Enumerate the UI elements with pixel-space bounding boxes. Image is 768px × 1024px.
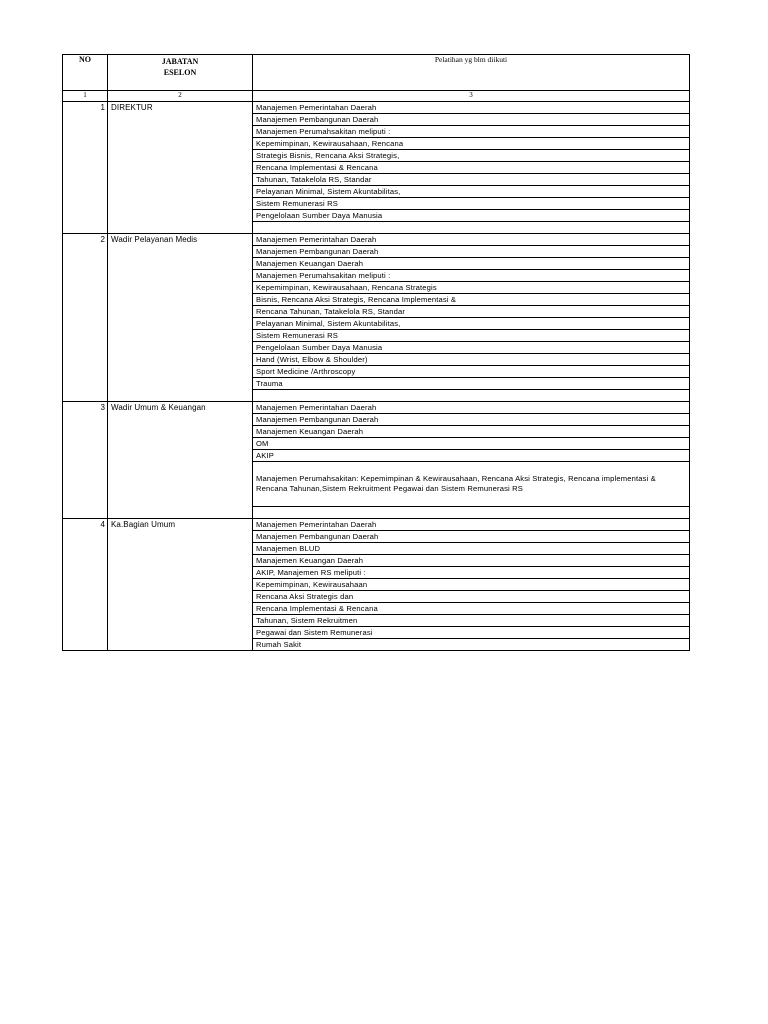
pelatihan-item: Manajemen Pemerintahan Daerah: [253, 519, 689, 531]
training-table: [62, 54, 690, 651]
pelatihan-item: Pelayanan Minimal, Sistem Akuntabilitas,: [253, 318, 689, 330]
column-number-1: 1: [63, 91, 108, 102]
pelatihan-item: Manajemen Pembangunan Daerah: [253, 414, 689, 426]
row-jabatan: Wadir Umum & Keuangan: [108, 402, 253, 519]
training-table-sheet: [62, 54, 690, 651]
pelatihan-item: Sport Medicine /Arthroscopy: [253, 366, 689, 378]
pelatihan-item: Pelayanan Minimal, Sistem Akuntabilitas,: [253, 186, 689, 198]
header-jabatan-line2: ESELON: [163, 68, 197, 77]
row-pelatihan-list: [253, 234, 690, 402]
pelatihan-item: AKIP: [253, 450, 689, 462]
pelatihan-item: Pegawai dan Sistem Remunerasi: [253, 627, 689, 639]
pelatihan-item: Sistem Remunerasi RS: [253, 330, 689, 342]
row-jabatan: Wadir Pelayanan Medis: [108, 234, 253, 402]
table-header-row: [63, 55, 690, 91]
pelatihan-item-text: Manajemen Perumahsakitan: Kepemimpinan & Kewirausahaan, Rencana Aksi Strategis, Rencana implementasi & Rencana Tahunan,Sistem Rekruitment Pegawai dan Sistem Remunerasi RS: [256, 474, 656, 493]
row-number: 3: [63, 402, 108, 519]
header-jabatan: [108, 55, 253, 91]
pelatihan-item: Kepemimpinan, Kewirausahaan, Rencana: [253, 138, 689, 150]
row-number: 1: [63, 102, 108, 234]
table-row: [63, 519, 690, 651]
pelatihan-item: [253, 390, 689, 401]
pelatihan-item: Strategis Bisnis, Rencana Aksi Strategis,: [253, 150, 689, 162]
pelatihan-item: Manajemen Perumahsakitan meliputi :: [253, 126, 689, 138]
header-jabatan-line1: JABATAN: [161, 57, 199, 66]
pelatihan-item: Manajemen BLUD: [253, 543, 689, 555]
pelatihan-item: Manajemen Pemerintahan Daerah: [253, 102, 689, 114]
pelatihan-item: [253, 507, 689, 518]
column-number-2: 2: [108, 91, 253, 102]
pelatihan-item: Kepemimpinan, Kewirausahaan: [253, 579, 689, 591]
table-row: [63, 402, 690, 519]
header-no: NO: [63, 55, 108, 91]
header-pelatihan: Pelatihan yg blm diikuti: [253, 55, 690, 91]
pelatihan-item: Tahunan, Tatakelola RS, Standar: [253, 174, 689, 186]
pelatihan-item: Manajemen Perumahsakitan meliputi :: [253, 270, 689, 282]
pelatihan-item: Manajemen Pembangunan Daerah: [253, 114, 689, 126]
pelatihan-item: Rumah Sakit: [256, 640, 302, 649]
pelatihan-item: Manajemen Pemerintahan Daerah: [253, 234, 689, 246]
column-number-3: 3: [253, 91, 690, 102]
pelatihan-item: Bisnis, Rencana Aksi Strategis, Rencana Implementasi &: [253, 294, 689, 306]
pelatihan-item: Rencana Implementasi & Rencana: [253, 603, 689, 615]
pelatihan-item: Trauma: [253, 378, 689, 390]
table-row: [63, 234, 690, 402]
pelatihan-item: Rencana Aksi Strategis dan: [253, 591, 689, 603]
pelatihan-item: [253, 222, 689, 233]
pelatihan-item: Sistem Remunerasi RS: [253, 198, 689, 210]
row-pelatihan-list: [253, 519, 690, 651]
pelatihan-item: Manajemen Pemerintahan Daerah: [253, 402, 689, 414]
pelatihan-item: [253, 462, 689, 507]
row-number: 2: [63, 234, 108, 402]
row-jabatan: DIREKTUR: [108, 102, 253, 234]
row-jabatan: Ka.Bagian Umum: [108, 519, 253, 651]
pelatihan-item: Manajemen Pembangunan Daerah: [253, 246, 689, 258]
row-pelatihan-list: [253, 402, 690, 519]
table-row: [63, 102, 690, 234]
pelatihan-item: Manajemen Pembangunan Daerah: [253, 531, 689, 543]
pelatihan-item: Manajemen Keuangan Daerah: [253, 258, 689, 270]
pelatihan-item: Manajemen Keuangan Daerah: [253, 555, 689, 567]
pelatihan-item: Rencana Implementasi & Rencana: [253, 162, 689, 174]
pelatihan-item: Hand (Wrist, Elbow & Shoulder): [253, 354, 689, 366]
pelatihan-item: AKIP, Manajemen RS meliputi :: [253, 567, 689, 579]
pelatihan-item: Rencana Tahunan, Tatakelola RS, Standar: [253, 306, 689, 318]
row-pelatihan-list: [253, 102, 690, 234]
column-number-row: [63, 91, 690, 102]
pelatihan-item: Kepemimpinan, Kewirausahaan, Rencana Strategis: [253, 282, 689, 294]
pelatihan-item: Manajemen Keuangan Daerah: [253, 426, 689, 438]
row-number: 4: [63, 519, 108, 651]
pelatihan-item: Pengelolaan Sumber Daya Manusia: [253, 342, 689, 354]
pelatihan-item: Pengelolaan Sumber Daya Manusia: [253, 210, 689, 222]
pelatihan-item: Tahunan, Sistem Rekruitmen: [253, 615, 689, 627]
pelatihan-item: OM: [253, 438, 689, 450]
